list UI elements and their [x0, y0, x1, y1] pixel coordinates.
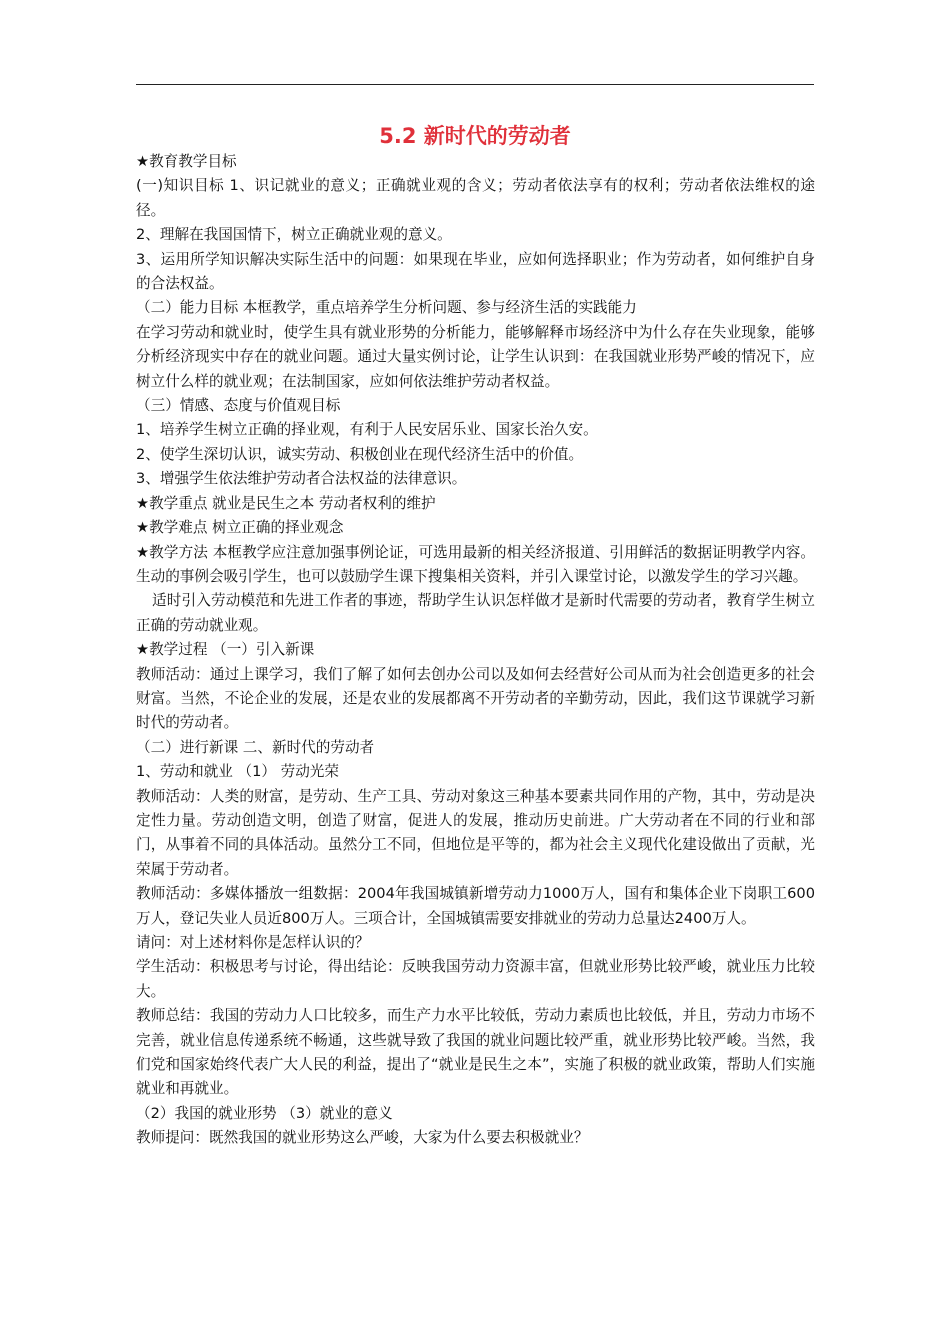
paragraph: 1、劳动和就业 （1） 劳动光荣 [136, 763, 339, 781]
paragraph: 适时引入劳动模范和先进工作者的事迹，帮助学生认识怎样做才是新时代需要的劳动者，教育学生树立正确的劳动就业观。 [136, 592, 815, 634]
paragraph: 3、增强学生依法维护劳动者合法权益的法律意识。 [136, 470, 467, 488]
paragraph: 请问：对上述材料你是怎样认识的？ [136, 934, 370, 951]
paragraph: 3、运用所学知识解决实际生活中的问题：如果现在毕业，应如何选择职业；作为劳动者，如何维护自身的合法权益。 [136, 250, 815, 293]
paragraph: （二）进行新课 二、新时代的劳动者 [136, 738, 375, 756]
paragraph: 2、使学生深切认识，诚实劳动、积极创业在现代经济生活中的价值。 [136, 445, 584, 463]
paragraph: (一)知识目标 1、识记就业的意义；正确就业观的含义；劳动者依法享有的权利；劳动者依法维权的途径。 [136, 177, 815, 219]
section-heading-process: ★教学过程 （一）引入新课 [136, 641, 315, 659]
section-heading-difficulties: ★教学难点 树立正确的择业观念 [136, 519, 344, 537]
paragraph: 教师总结：我国的劳动力人口比较多，而生产力水平比较低，劳动力素质也比较低，并且，劳动力市场不完善，就业信息传递系统不畅通，这些就导致了我国的就业问题比较严重，就业形势比较严峻。当然，我们党和国家始终代表广大人民的利益，提出了“就业是民生之本”，实施了积极的就业政策，帮助人们实施就业和再就业。 [136, 1007, 815, 1098]
paragraph: （二）能力目标 本框教学，重点培养学生分析问题、参与经济生活的实践能力 [136, 299, 637, 317]
paragraph: 2、理解在我国国情下，树立正确就业观的意义。 [136, 226, 452, 244]
section-heading-methods: ★教学方法 本框教学应注意加强事例论证，可选用最新的相关经济报道、引用鲜活的数据证明教学内容。生动的事例会吸引学生，也可以鼓励学生课下搜集相关资料，并引入课堂讨论，以激发学生的学习兴趣。 [136, 543, 815, 585]
header-rule [136, 84, 814, 85]
paragraph: 教师活动：多媒体播放一组数据：2004年我国城镇新增劳动力1000万人，国有和集体企业下岗职工600万人，登记失业人员近800万人。三项合计，全国城镇需要安排就业的劳动力总量达2400万人。 [136, 885, 815, 927]
paragraph: 教师活动：人类的财富，是劳动、生产工具、劳动对象这三种基本要素共同作用的产物，其中，劳动是决定性力量。劳动创造文明，创造了财富，促进人的发展，推动历史前进。广大劳动者在不同的行业和部门，从事着不同的具体活动。虽然分工不同，但地位是平等的，都为社会主义现代化建设做出了贡献，光荣属于劳动者。 [136, 787, 815, 878]
paragraph: （三）情感、态度与价值观目标 [136, 397, 341, 415]
section-heading-key-points: ★教学重点 就业是民生之本 劳动者权利的维护 [136, 494, 436, 512]
document-body [136, 150, 815, 1151]
page-title: 5.2 新时代的劳动者 [379, 124, 571, 148]
paragraph: 教师活动：通过上课学习，我们了解了如何去创办公司以及如何去经营好公司从而为社会创造更多的社会财富。当然，不论企业的发展，还是农业的发展都离不开劳动者的辛勤劳动，因此，我们这节课就学习新时代的劳动者。 [136, 665, 815, 732]
section-heading-goals: ★教育教学目标 [136, 153, 237, 170]
paragraph: 教师提问：既然我国的就业形势这么严峻，大家为什么要去积极就业？ [136, 1129, 589, 1147]
paragraph: 1、培养学生树立正确的择业观，有利于人民安居乐业、国家长治久安。 [136, 421, 598, 439]
paragraph: （2）我国的就业形势 （3）就业的意义 [136, 1104, 393, 1122]
paragraph: 在学习劳动和就业时，使学生具有就业形势的分析能力，能够解释市场经济中为什么存在失业现象，能够分析经济现实中存在的就业问题。通过大量实例讨论，让学生认识到：在我国就业形势严峻的情况下，应树立什么样的就业观；在法制国家，应如何依法维护劳动者权益。 [136, 323, 815, 390]
paragraph: 学生活动：积极思考与讨论，得出结论：反映我国劳动力资源丰富，但就业形势比较严峻，就业压力比较大。 [136, 958, 815, 1000]
